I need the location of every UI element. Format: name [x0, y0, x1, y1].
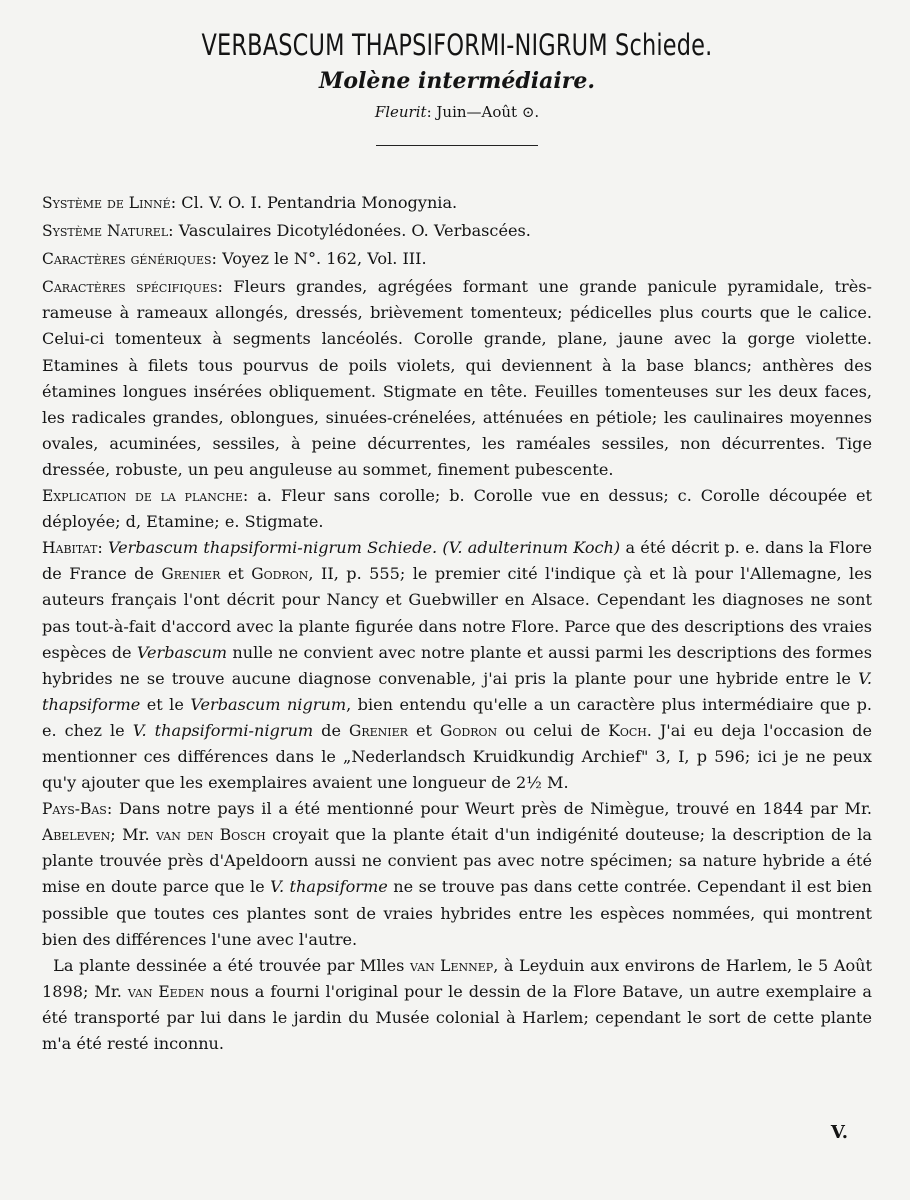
linne-label: Système de Linné [42, 194, 171, 212]
habitat-genus: Verbascum [136, 642, 228, 662]
person-van-eeden: van Eeden [127, 982, 205, 1001]
habitat-text-5: , bien entendu qu'elle a un caractère plus intermédiaire que p. e. chez le [42, 694, 872, 740]
author-godron: Godron [251, 565, 309, 584]
paysbas-text-2: ; Mr. [110, 825, 150, 845]
person-van-lennep: van Lennep [410, 956, 494, 975]
habitat-thapsiforme: V. thapsiforme [42, 668, 873, 714]
final-text-3: nous a fourni l'original pour le dessin de la Flore Batave, un autre exemplaire a été transporté par lui dans le jardin du Musée colonial à Harlem; cependant le sort de cette plante m'a été resté inconnu. [42, 981, 873, 1053]
naturel-text: Vasculaires Dicotylédonées. O. Verbascées. [178, 221, 531, 241]
specifiques-text: Fleurs grandes, agrégées formant une grande panicule pyramidale, très-rameuse à rameaux allongés, dressés, brièvement tomenteux; pédicelles plus courts que le calice. Celui-ci tomenteux à segments lancéolés. Corolle grande, plane, jaune avec la gorge violette. Etamines à filets tous pourvus de poils violets, qui deviennent à la base blancs; anthères des étamines longues insérées obliquement. Stigmate en tête. Feuilles tomenteuses sur les deux faces, les radicales grandes, oblongues, sinuées-crénelées, atténuées en pétiole; les caulinaires moyennes ovales, acuminées, sessiles, à peine décurrentes, les raméales sessiles, non décurrentes. Tige dressée, robuste, un peu anguleuse au sommet, finement pubescente. [42, 277, 872, 479]
habitat-text-3: nulle ne convient avec notre plante et aussi parmi les descriptions des formes hybrides ne se trouve aucune diagnose convenable, j'ai pris la plante pour une hybride entre le [42, 642, 872, 688]
habitat-et-1: et [227, 564, 244, 584]
title-author: Schiede. [615, 28, 713, 62]
final-text-2: , à Leyduin aux environs de Harlem, le 5 Août 1898; Mr. [42, 955, 873, 1001]
header-divider [376, 145, 538, 146]
title-genus: VERBASCUM THAPSIFORMI-NIGRUM [201, 28, 608, 62]
generiques-paragraph: Caractères génériques: Voyez le N°. 162, Vol. III. [42, 249, 427, 269]
habitat-species: Verbascum thapsiformi-nigrum Schiede. (V. adulterinum Koch) [107, 538, 621, 558]
person-abeleven: Abeleven [42, 826, 111, 845]
paysbas-paragraph: Pays-Bas: Dans notre pays il a été mentionné pour Weurt près de Nimègue, trouvé en 1844 par Mr. Abeleven; Mr. van den Bosch croyait que la plante était d'un indigénité douteuse; la description de la plante trouvée près d'Apeldoorn aussi ne convient pas avec notre spécimen; sa nature hybride a été mise en doute parce que le V. thapsiforme ne se trouve pas dans cette contrée. Cependant il est bien possible que toutes ces plantes sont de vraies hybrides entre les espèces nommées, qui montrent bien des différences l'une avec l'autre. [42, 799, 872, 949]
habitat-paragraph: Habitat: Verbascum thapsiformi-nigrum Schiede. (V. adulterinum Koch) a été décrit p. e. dans la Flore de France de Grenier et Godron, II, p. 555; le premier cité l'indique çà et là pour l'Allemagne, les auteurs français l'ont décrit pour Nancy et Guebwiller en Alsace. Cependant les diagnoses ne sont pas tout-à-fait d'accord avec la plante figurée dans notre Flore. Parce que des descriptions des vraies espèces de Verbascum nulle ne convient avec notre plante et aussi parmi les descriptions des formes hybrides ne se trouve aucune diagnose convenable, j'ai pris la plante pour une hybride entre le V. thapsiforme et le Verbascum nigrum, bien entendu qu'elle a un caractère plus intermédiaire que p. e. chez le V. thapsiformi-nigrum de Grenier et Godron ou celui de Koch. J'ai eu deja l'occasion de mentionner ces différences dans le „Nederlandsch Kruidkundig Archief" 3, I, p 596; ici je ne peux qu'y ajouter que les exemplaires avaient une longueur de 2½ M. [42, 538, 873, 793]
flowering-label: Fleurit [374, 103, 427, 121]
explication-text: a. Fleur sans corolle; b. Corolle vue en dessus; c. Corolle découpée et déployée; d, Etamine; e. Stigmate. [42, 486, 872, 532]
naturel-label: Système Naturel [42, 222, 169, 241]
generiques-text: Voyez le N°. 162, Vol. III. [222, 249, 427, 269]
document-body [42, 190, 872, 1057]
habitat-text-8: J'ai eu deja l'occasion de mentionner ces différences dans le „Nederlandsch Kruidkundig Archief" 3, I, p 596; ici je ne peux qu'y ajouter que les exemplaires avaient une longueur de 2½ M. [42, 720, 872, 793]
explication-label: Explication de la planche [42, 487, 243, 506]
habitat-thapsiformi-nigrum: V. thapsiformi-nigrum [132, 720, 314, 740]
author-koch: Koch. [608, 721, 652, 740]
habitat-label: Habitat [42, 539, 98, 558]
habitat-text-4: et le [146, 694, 184, 714]
linne-paragraph: Système de Linné: Cl. V. O. I. Pentandria Monogynia. [42, 193, 458, 212]
habitat-text-2: , II, p. 555; le premier cité l'indique çà et là pour l'Allemagne, les auteurs français l'ont décrit pour Nancy et Guebwiller en Alsace. Cependant les diagnoses ne sont pas tout-à-fait d'accord avec la plante figurée dans notre Flore. Parce que des descriptions des vraies espèces de [42, 564, 872, 662]
paysbas-text-3: croyait que la plante était d'un indigénité douteuse; la description de la plante trouvée près d'Apeldoorn aussi ne convient pas avec notre spécimen; sa nature hybride a été mise en doute parce que le [42, 825, 872, 897]
habitat-nigrum: Verbascum nigrum [190, 694, 347, 714]
specifiques-paragraph: Caractères spécifiques: Fleurs grandes, agrégées formant une grande panicule pyramidale, très-rameuse à rameaux allongés, dressés, brièvement tomenteux; pédicelles plus courts que le calice. Celui-ci tomenteux à segments lancéolés. Corolle grande, plane, jaune avec la gorge violette. Etamines à filets tous pourvus de poils violets, qui deviennent à la base blancs; anthères des étamines longues insérées obliquement. Stigmate en tête. Feuilles tomenteuses sur les deux faces, les radicales grandes, oblongues, sinuées-crénelées, atténuées en pétiole; les caulinaires moyennes ovales, acuminées, sessiles, à peine décurrentes, les raméales sessiles, non décurrentes. Tige dressée, robuste, un peu anguleuse au sommet, finement pubescente. [42, 277, 872, 479]
habitat-text-1: a été décrit p. e. dans la Flore de France de [42, 538, 872, 584]
habitat-et-2: et [415, 720, 432, 740]
paysbas-thapsiforme: V. thapsiforme [270, 877, 388, 897]
final-paragraph [42, 953, 872, 1057]
specifiques-label: Caractères spécifiques [42, 278, 218, 297]
habitat-text-7: ou celui de [505, 720, 601, 740]
flowering-value: Juin—Août ⊙. [436, 103, 540, 121]
paysbas-text-4: ne se trouve pas dans cette contrée. Cependant il est bien possible que toutes ces plantes sont de vraies hybrides entre les espèces nommées, qui montrent bien des différences l'une avec l'autre. [42, 877, 872, 949]
person-van-den-bosch: van den Bosch [156, 826, 266, 845]
author-godron-2: Godron [440, 721, 498, 740]
naturel-paragraph: Système Naturel: Vasculaires Dicotylédonées. O. Verbascées. [42, 221, 531, 241]
final-text-1: La plante dessinée a été trouvée par Mlles [53, 955, 405, 975]
paysbas-text-1: Dans notre pays il a été mentionné pour Weurt près de Nimègue, trouvé en 1844 par Mr. [119, 799, 872, 819]
paysbas-label: Pays-Bas [42, 800, 107, 819]
flowering-line: Fleurit: Juin—Août ⊙. [374, 103, 540, 121]
author-grenier: Grenier [161, 565, 221, 584]
explication-paragraph: Explication de la planche: a. Fleur sans corolle; b. Corolle vue en dessus; c. Corolle découpée et déployée; d, Etamine; e. Stigmate. [42, 486, 872, 532]
page-title [100, 28, 814, 62]
signature: V. [830, 1122, 848, 1143]
author-grenier-2: Grenier [348, 721, 408, 740]
generiques-label: Caractères génériques [42, 250, 212, 269]
linne-text: Cl. V. O. I. Pentandria Monogynia. [181, 193, 458, 212]
page-subtitle: Molène intermédiaire. [318, 68, 595, 94]
habitat-text-6: de [321, 720, 341, 740]
